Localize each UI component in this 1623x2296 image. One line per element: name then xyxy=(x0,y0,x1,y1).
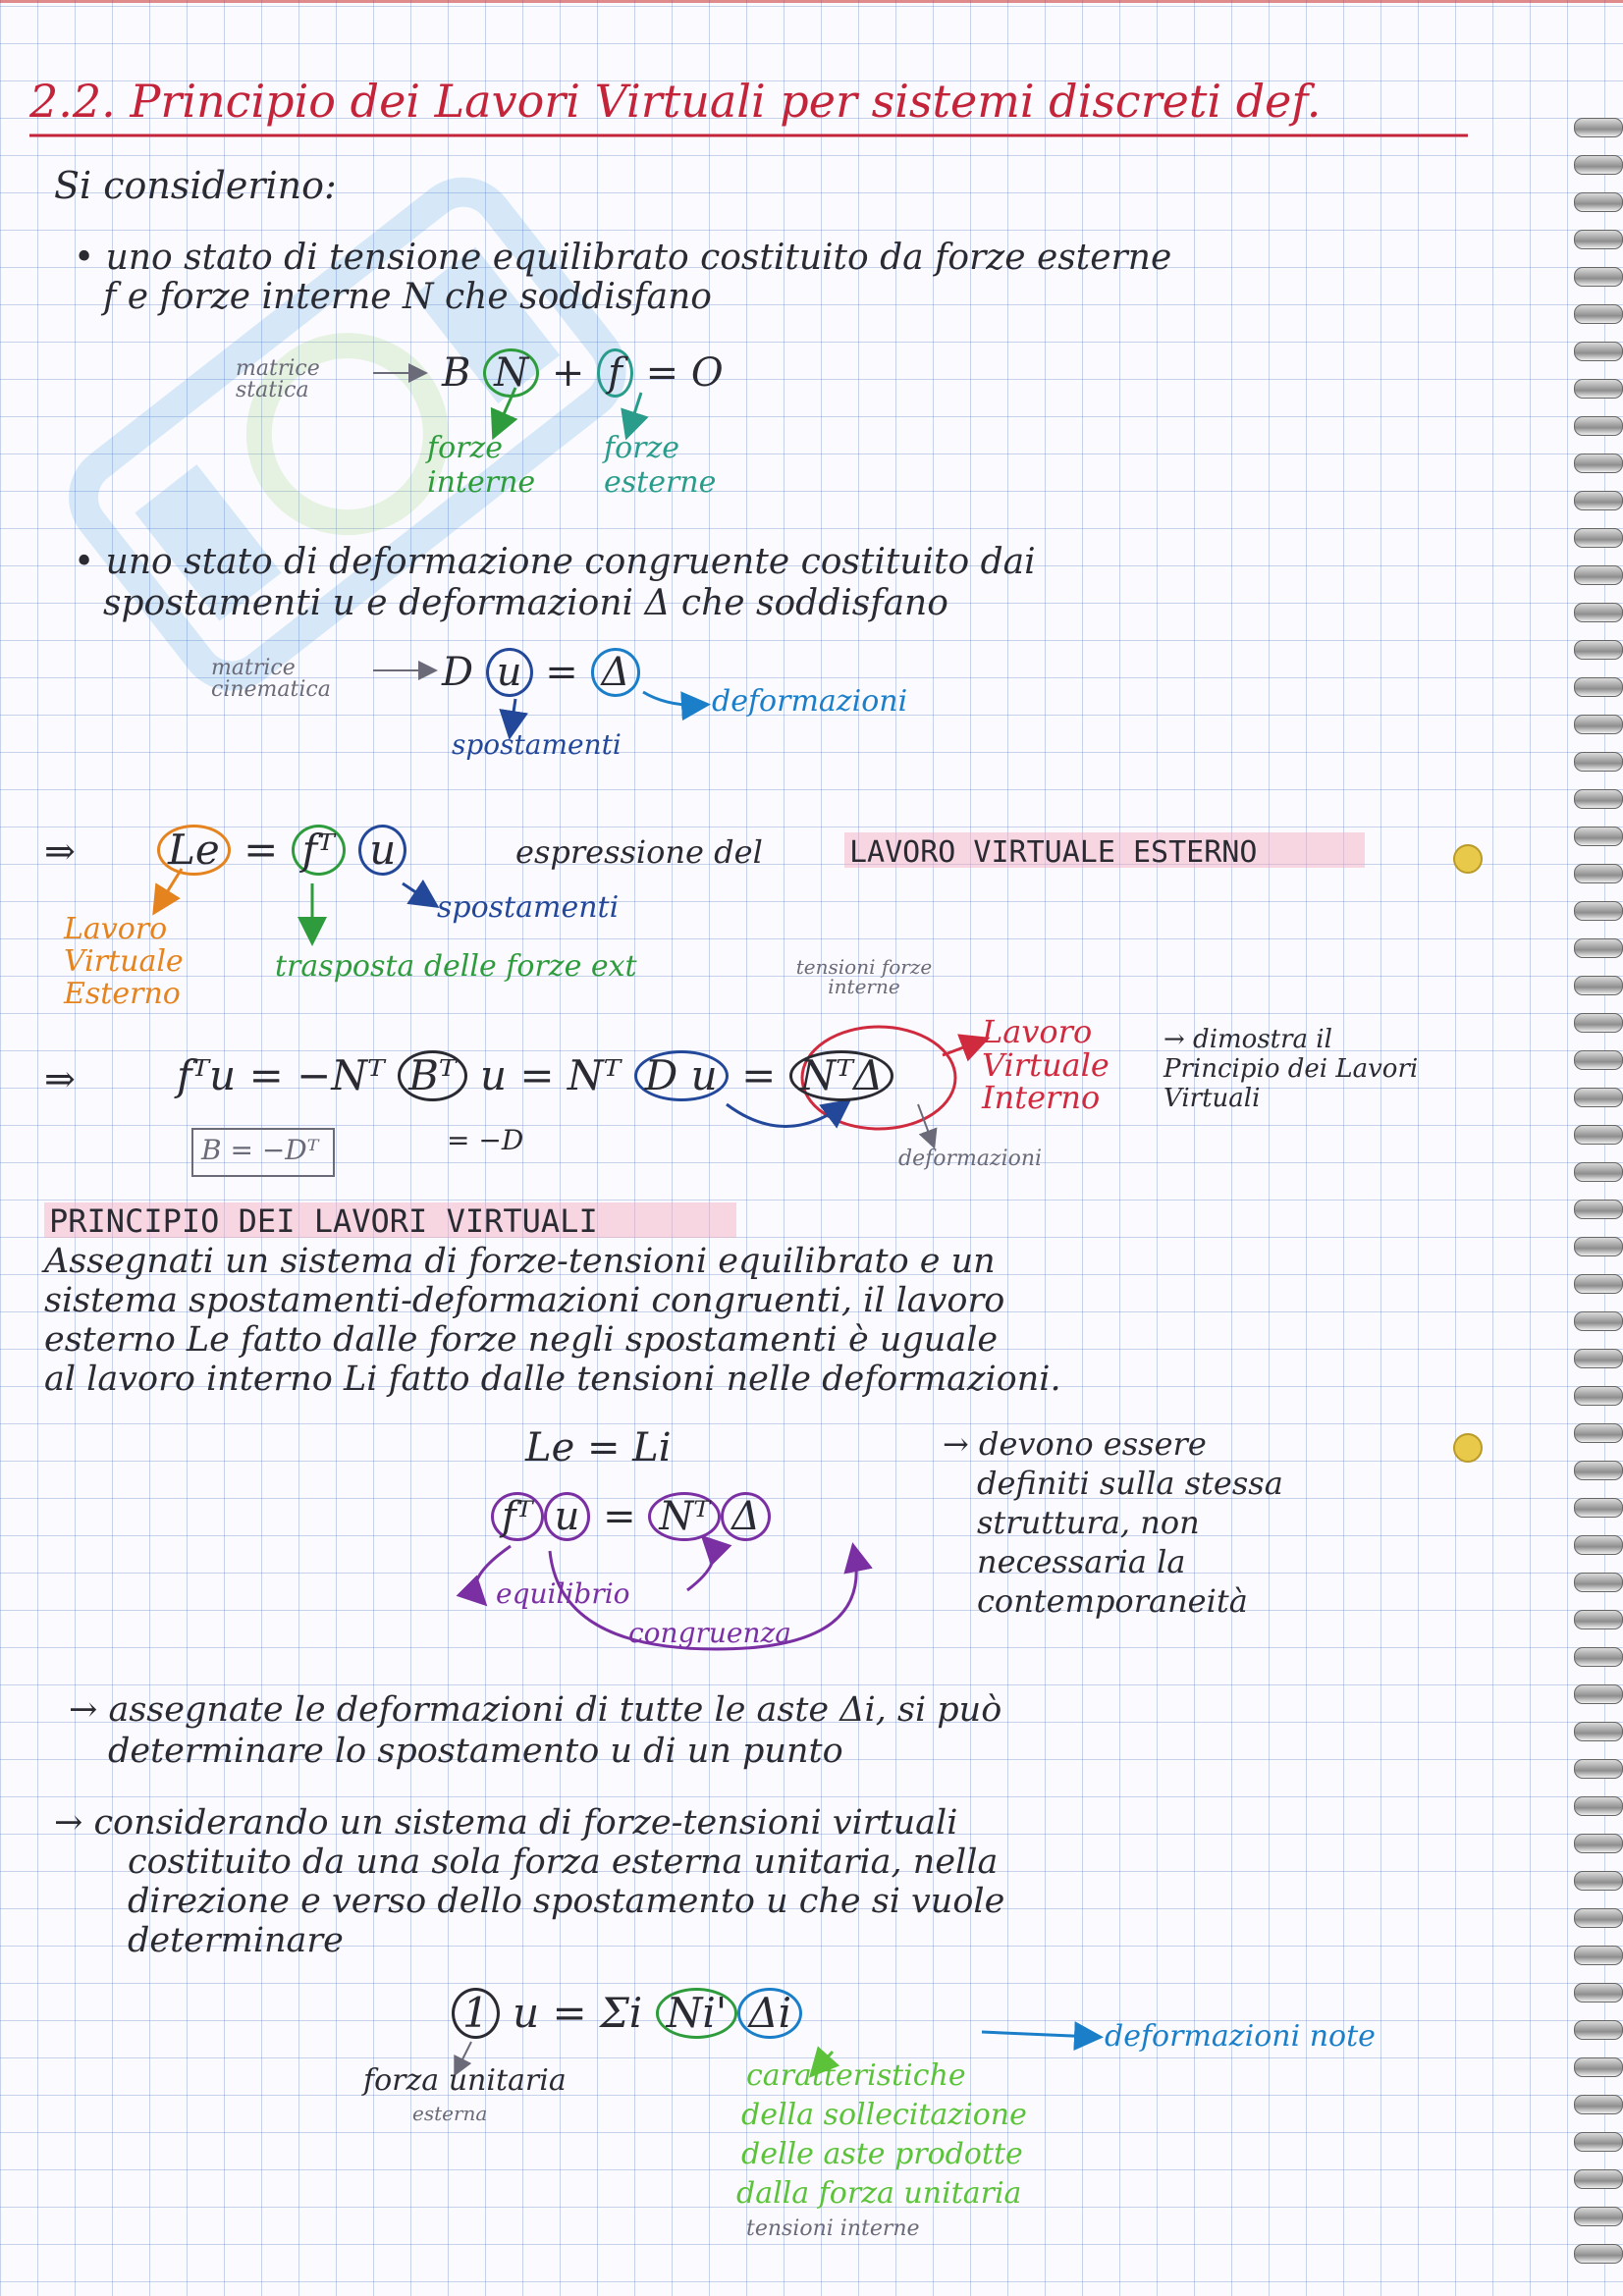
Le-circled: Le xyxy=(157,825,231,876)
spiral-ring xyxy=(1574,1535,1623,1555)
label-forza-unitaria: forza unitaria xyxy=(363,2063,567,2098)
char-line2: della sollecitazione xyxy=(741,2098,1027,2132)
spiral-ring xyxy=(1574,640,1623,660)
spiral-ring xyxy=(1574,2244,1623,2264)
char-line1: caratteristiche xyxy=(746,2058,966,2093)
spiral-ring xyxy=(1574,1013,1623,1033)
ext-work-desc: espressione del xyxy=(515,833,763,871)
ext-work-highlight: LAVORO VIRTUALE ESTERNO xyxy=(849,835,1258,870)
one-circled: 1 xyxy=(452,1988,500,2039)
arrow2-line1: → considerando un sistema di forze-tensioni virtuali xyxy=(54,1803,958,1842)
spiral-ring xyxy=(1574,901,1623,921)
bullet1-line2: f e forze interne N che soddisfano xyxy=(103,277,712,317)
bullet2-line2: spostamenti u e deformazioni Δ che soddisfano xyxy=(103,583,948,623)
label-trasposta: trasposta delle forze ext xyxy=(275,949,637,984)
note-line5: contemporaneità xyxy=(977,1582,1248,1620)
intro-text: Si considerino: xyxy=(54,164,337,207)
spiral-ring xyxy=(1574,230,1623,249)
spiral-ring xyxy=(1574,118,1623,137)
spiral-ring xyxy=(1574,2169,1623,2189)
spiral-ring xyxy=(1574,2095,1623,2114)
u-circled: u xyxy=(358,825,406,876)
int-work-eq: fᵀu = −Nᵀ Bᵀ u = Nᵀ D u = NᵀΔ xyxy=(177,1050,893,1101)
spiral-ring xyxy=(1574,1386,1623,1406)
NTD-circled: NᵀΔ xyxy=(789,1050,894,1101)
note-line1: → devono essere xyxy=(943,1425,1207,1463)
spiral-ring xyxy=(1574,491,1623,510)
spiral-ring xyxy=(1574,1946,1623,1965)
spiral-ring xyxy=(1574,155,1623,175)
spiral-ring xyxy=(1574,827,1623,846)
spiral-ring xyxy=(1574,1311,1623,1331)
ext-label-spostamenti: spostamenti xyxy=(437,890,620,925)
kinematic-matrix-label: matrice cinematica xyxy=(211,656,331,702)
label-esterna: esterna xyxy=(412,2102,488,2125)
spiral-ring xyxy=(1574,1423,1623,1443)
spiral-ring xyxy=(1574,1610,1623,1629)
label-deformazioni-note: deformazioni note xyxy=(1105,2019,1376,2054)
Du-circled: D u xyxy=(634,1050,729,1101)
spiral-ring xyxy=(1574,976,1623,995)
spiral-ring xyxy=(1574,715,1623,734)
spiral-ring xyxy=(1574,1684,1623,1704)
pvl-u-circled: u xyxy=(544,1492,591,1541)
label-tensioni-interne: tensioni forze interne xyxy=(795,955,933,998)
arrow2-line4: determinare xyxy=(128,1921,344,1960)
spiral-ring xyxy=(1574,603,1623,622)
spiral-ring xyxy=(1574,416,1623,436)
spiral-ring xyxy=(1574,677,1623,697)
spiral-ring xyxy=(1574,2057,1623,2077)
bullet2-line1: • uno stato di deformazione congruente costituito dai xyxy=(74,542,1036,582)
spiral-ring xyxy=(1574,1908,1623,1928)
implies-arrow-2: ⇒ xyxy=(44,1057,76,1100)
label-deformazioni: deformazioni xyxy=(712,684,908,719)
pvl-delta-circled: Δ xyxy=(721,1492,771,1541)
spiral-binding xyxy=(1568,118,1623,2277)
eq-u-circled: u xyxy=(486,648,533,697)
pvl-fT-circled: fᵀ xyxy=(491,1492,544,1541)
spiral-ring xyxy=(1574,267,1623,287)
spiral-ring xyxy=(1574,864,1623,883)
note-line4: necessaria la xyxy=(977,1543,1186,1580)
pvl-line4: al lavoro interno Li fatto dalle tensioni nelle deformazioni. xyxy=(44,1360,1061,1399)
eq-B: B N + f = O xyxy=(442,350,724,396)
pvl-eq1: Le = Li xyxy=(525,1425,672,1470)
spiral-ring xyxy=(1574,1162,1623,1182)
bullet1-line1: • uno stato di tensione equilibrato costituito da forze esterne xyxy=(74,238,1172,278)
binder-hole xyxy=(1453,844,1483,874)
spiral-ring xyxy=(1574,1050,1623,1070)
note-line3: struttura, non xyxy=(977,1504,1200,1541)
spiral-ring xyxy=(1574,752,1623,772)
spiral-ring xyxy=(1574,528,1623,548)
pvl-line2: sistema spostamenti-deformazioni congruenti, il lavoro xyxy=(44,1281,1005,1320)
label-forze-interne: forze interne xyxy=(427,431,536,500)
note-dimostra: → dimostra il Principio dei Lavori Virtuali xyxy=(1163,1025,1419,1113)
spiral-ring xyxy=(1574,1461,1623,1480)
eq-f-circled: f xyxy=(597,348,633,398)
spiral-ring xyxy=(1574,1498,1623,1518)
spiral-ring xyxy=(1574,454,1623,473)
spiral-ring xyxy=(1574,192,1623,212)
Di-circled: Δi xyxy=(737,1988,802,2039)
eq-Du: D u = Δ xyxy=(442,648,640,697)
spiral-ring xyxy=(1574,1200,1623,1219)
arrow1-line2: determinare lo spostamento u di un punto xyxy=(108,1732,843,1771)
note-line2: definiti sulla stessa xyxy=(977,1465,1283,1502)
eq-delta-circled: Δ xyxy=(591,648,641,697)
pvl-line3: esterno Le fatto dalle forze negli spostamenti è uguale xyxy=(44,1320,999,1360)
label-congruenza: congruenza xyxy=(628,1617,791,1649)
spiral-ring xyxy=(1574,1722,1623,1741)
label-equilibrio: equilibrio xyxy=(496,1577,630,1610)
minus-D: = −D xyxy=(447,1124,524,1156)
spiral-ring xyxy=(1574,1088,1623,1107)
static-matrix-label: matrice statica xyxy=(236,356,320,402)
ext-work-eq: Le = fᵀ u xyxy=(157,825,406,876)
final-eq: 1 u = Σi Ni' Δi xyxy=(452,1988,802,2039)
spiral-ring xyxy=(1574,1349,1623,1368)
spiral-ring xyxy=(1574,304,1623,324)
label-forze-esterne: forze esterne xyxy=(604,431,717,500)
pvl-line1: Assegnati un sistema di forze-tensioni equilibrato e un xyxy=(44,1242,996,1281)
char-line4: dalla forza unitaria xyxy=(736,2176,1022,2211)
spiral-ring xyxy=(1574,1759,1623,1779)
spiral-ring xyxy=(1574,1871,1623,1891)
spiral-ring xyxy=(1574,379,1623,399)
spiral-ring xyxy=(1574,1237,1623,1256)
spiral-ring xyxy=(1574,1125,1623,1145)
spiral-ring xyxy=(1574,1834,1623,1853)
spiral-ring xyxy=(1574,789,1623,809)
spiral-ring xyxy=(1574,938,1623,958)
arrow1-line1: → assegnate le deformazioni di tutte le aste Δi, si può xyxy=(69,1690,1002,1730)
spiral-ring xyxy=(1574,1796,1623,1816)
pvl-N-circled: Nᵀ xyxy=(648,1492,721,1541)
pvl-heading: PRINCIPIO DEI LAVORI VIRTUALI xyxy=(49,1202,598,1240)
Ni-circled: Ni' xyxy=(656,1988,738,2039)
label-lavoro-interno: Lavoro Virtuale Interno xyxy=(982,1013,1109,1117)
implies-arrow-1: ⇒ xyxy=(44,829,76,873)
spiral-ring xyxy=(1574,1274,1623,1294)
label-deformazioni-2: deformazioni xyxy=(898,1147,1043,1171)
arrow2-line2: costituito da una sola forza esterna unitaria, nella xyxy=(128,1842,999,1882)
spiral-ring xyxy=(1574,1647,1623,1667)
spiral-ring xyxy=(1574,1983,1623,2002)
spiral-ring xyxy=(1574,2207,1623,2226)
char-line3: delle aste prodotte xyxy=(741,2137,1023,2171)
spiral-ring xyxy=(1574,1573,1623,1592)
fT-circled: fᵀ xyxy=(292,825,346,876)
arrow2-line3: direzione e verso dello spostamento u che si vuole xyxy=(128,1882,1005,1921)
spiral-ring xyxy=(1574,565,1623,585)
char-line5: tensioni interne xyxy=(746,2216,920,2241)
eq-N-circled: N xyxy=(483,348,539,398)
spiral-ring xyxy=(1574,342,1623,361)
spiral-ring xyxy=(1574,2020,1623,2040)
page-title: 2.2. Principio dei Lavori Virtuali per sistemi discreti def. xyxy=(29,75,1322,128)
label-spostamenti: spostamenti xyxy=(452,728,622,761)
BT-circled: Bᵀ xyxy=(398,1050,467,1101)
bracket-B-D: B = −Dᵀ xyxy=(201,1134,319,1166)
pvl-eq2: fᵀ u = Nᵀ Δ xyxy=(491,1492,771,1541)
spiral-ring xyxy=(1574,2132,1623,2152)
binder-hole xyxy=(1453,1433,1483,1463)
label-lavoro-esterno: Lavoro Virtuale Esterno xyxy=(64,912,184,1011)
